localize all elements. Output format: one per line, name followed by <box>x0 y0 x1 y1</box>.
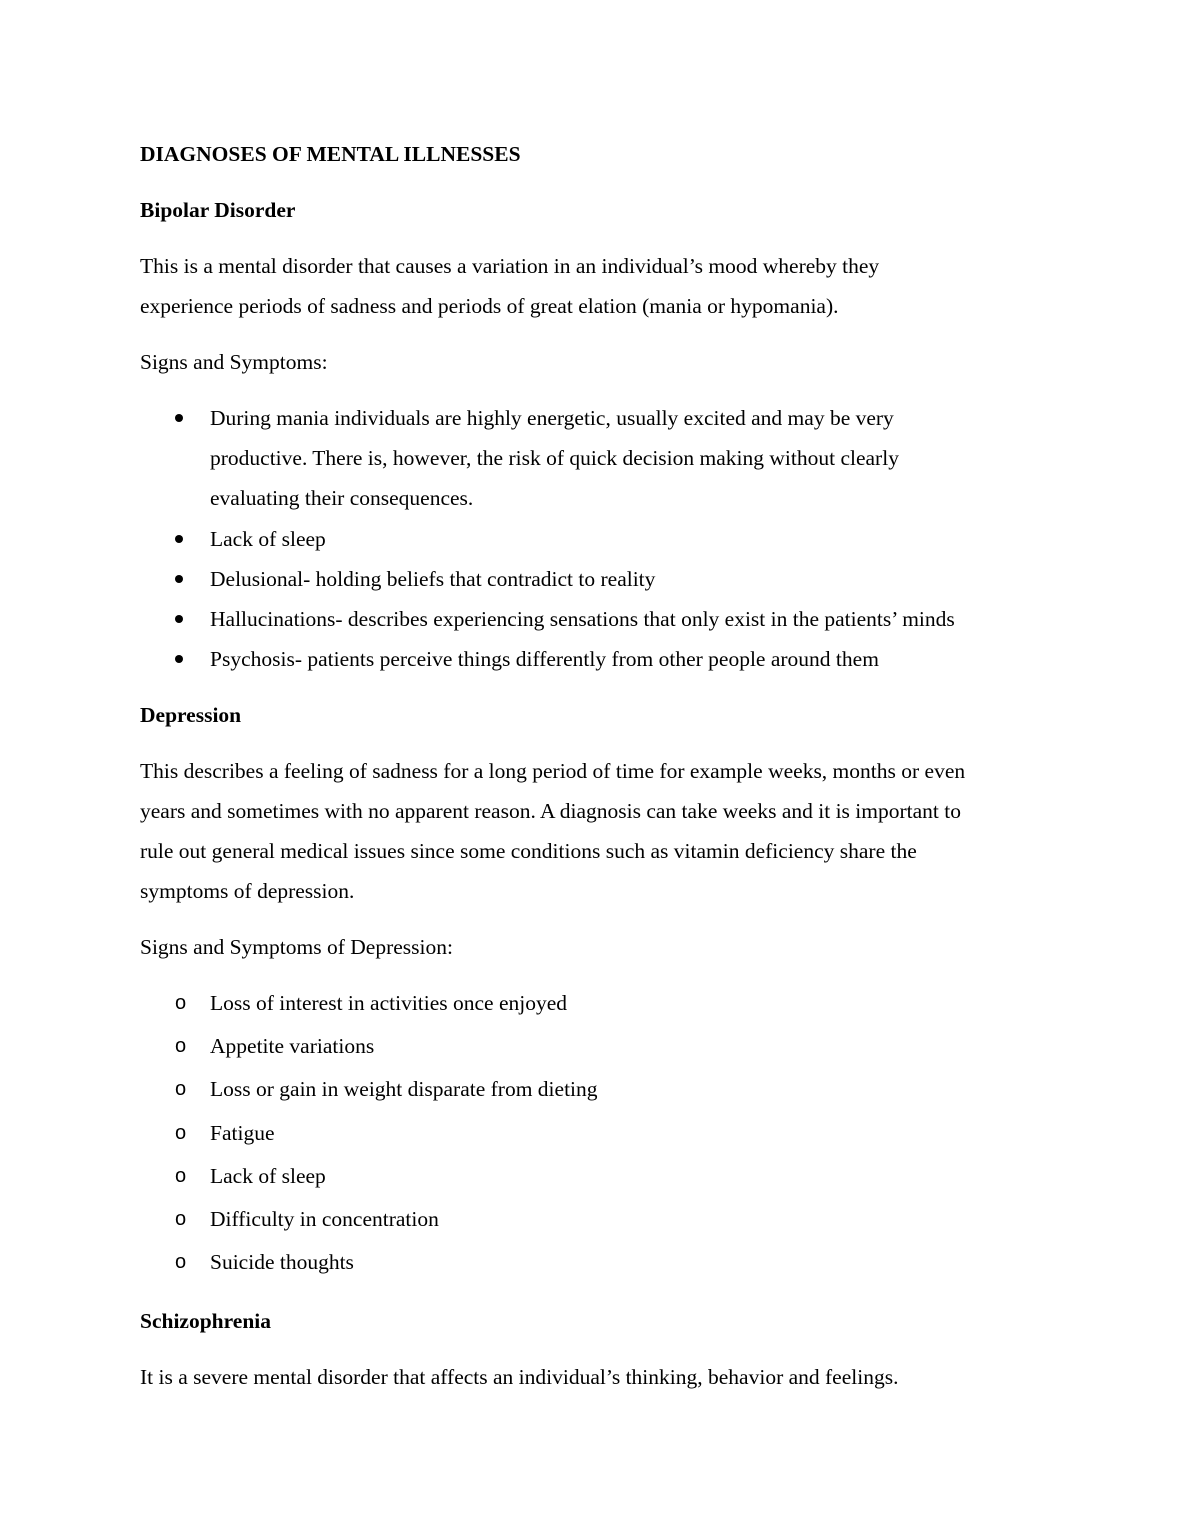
depression-heading: Depression <box>140 703 242 727</box>
circle-bullet-icon: o <box>175 1122 187 1144</box>
bipolar-bullet-text: Psychosis- patients perceive things differently from other people around them <box>210 647 879 671</box>
bipolar-bullet-text: productive. There is, however, the risk of quick decision making without clearly <box>210 446 899 470</box>
bullet-disc-icon <box>175 655 183 663</box>
bipolar-bullet-text: Delusional- holding beliefs that contradict to reality <box>210 567 656 591</box>
bipolar-signs-label: Signs and Symptoms: <box>140 350 328 374</box>
depression-item-text: Appetite variations <box>210 1034 375 1058</box>
depression-para-line: symptoms of depression. <box>140 879 355 903</box>
bullet-disc-icon <box>175 615 183 623</box>
depression-para-line: years and sometimes with no apparent reason. A diagnosis can take weeks and it is important to <box>140 799 961 823</box>
bipolar-intro-line: experience periods of sadness and periods of great elation (mania or hypomania). <box>140 294 839 318</box>
bipolar-bullet-text: evaluating their consequences. <box>210 486 474 510</box>
schizophrenia-para: It is a severe mental disorder that affects an individual’s thinking, behavior and feelings. <box>140 1365 899 1389</box>
bipolar-bullet-text: Hallucinations- describes experiencing sensations that only exist in the patients’ minds <box>210 607 955 631</box>
depression-para-line: rule out general medical issues since some conditions such as vitamin deficiency share the <box>140 839 917 863</box>
depression-item-text: Difficulty in concentration <box>210 1207 439 1231</box>
bullet-disc-icon <box>175 535 183 543</box>
depression-para-line: This describes a feeling of sadness for a long period of time for example weeks, months or even <box>140 759 966 783</box>
depression-signs-label: Signs and Symptoms of Depression: <box>140 935 453 959</box>
schizophrenia-heading: Schizophrenia <box>140 1309 272 1333</box>
circle-bullet-icon: o <box>175 1165 187 1187</box>
bullet-disc-icon <box>175 414 183 422</box>
bullet-disc-icon <box>175 575 183 583</box>
bipolar-heading: Bipolar Disorder <box>140 198 296 222</box>
depression-item-text: Lack of sleep <box>210 1164 326 1188</box>
bipolar-bullet-text: Lack of sleep <box>210 527 326 551</box>
depression-item-text: Loss of interest in activities once enjoyed <box>210 991 568 1015</box>
depression-item-text: Suicide thoughts <box>210 1250 354 1274</box>
depression-item-text: Loss or gain in weight disparate from dieting <box>210 1077 598 1101</box>
circle-bullet-icon: o <box>175 1208 187 1230</box>
circle-bullet-icon: o <box>175 1078 187 1100</box>
circle-bullet-icon: o <box>175 1035 187 1057</box>
circle-bullet-icon: o <box>175 992 187 1014</box>
circle-bullet-icon: o <box>175 1251 187 1273</box>
bipolar-bullet-text: During mania individuals are highly energetic, usually excited and may be very <box>210 406 894 430</box>
document-title: DIAGNOSES OF MENTAL ILLNESSES <box>140 142 521 166</box>
depression-item-text: Fatigue <box>210 1121 275 1145</box>
bipolar-intro-line: This is a mental disorder that causes a variation in an individual’s mood whereby they <box>140 254 880 278</box>
